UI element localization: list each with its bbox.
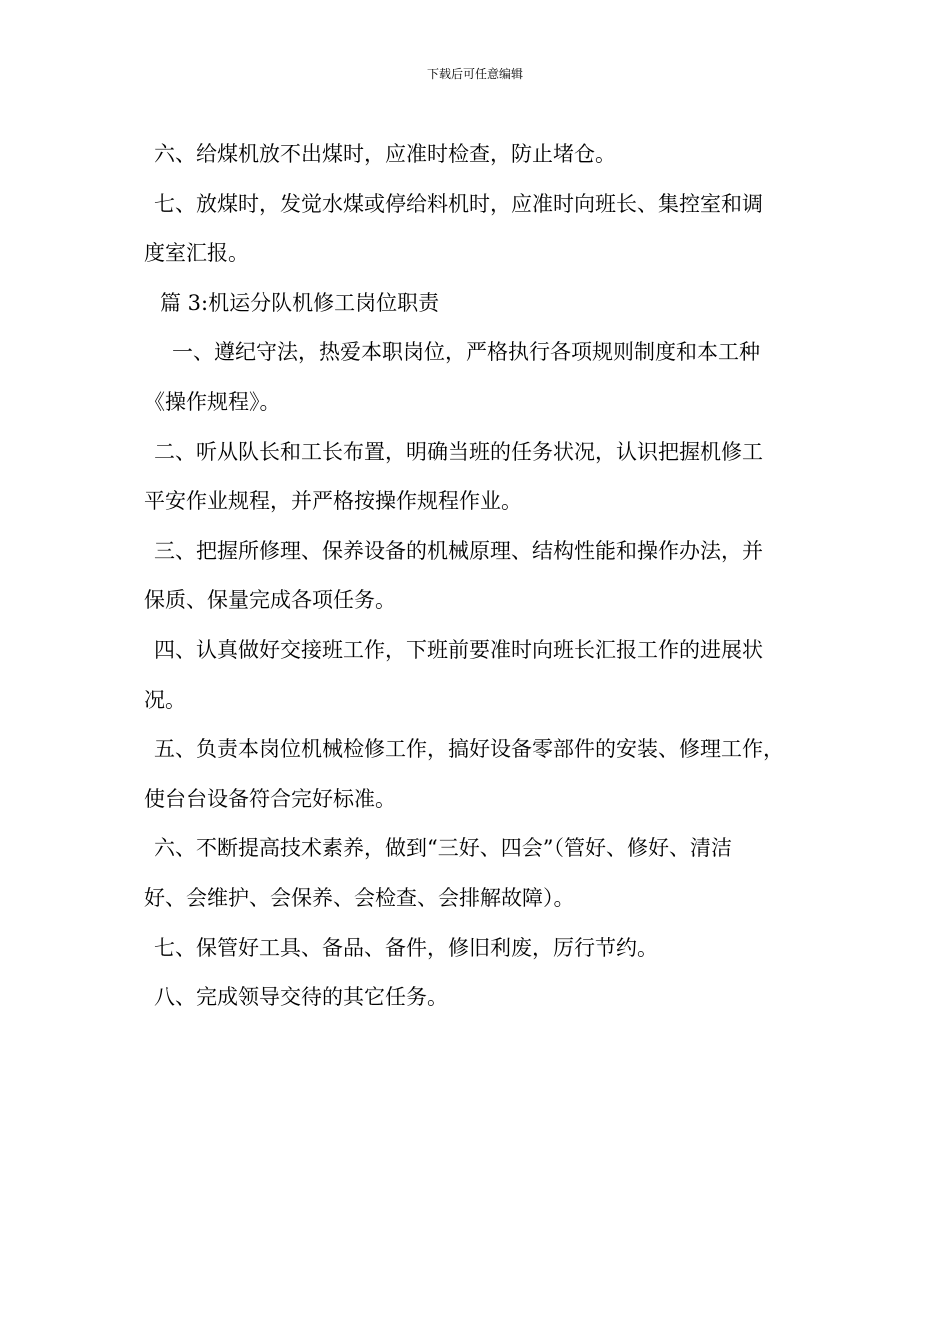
paragraph-line: 度室汇报。 bbox=[144, 241, 249, 266]
paragraph-line: 八、完成领导交待的其它任务。 bbox=[154, 985, 448, 1010]
paragraph-line: 六、不断提高技术素养，做到“三好、四会”（管好、修好、清洁 bbox=[154, 836, 732, 861]
paragraph-line: 好、会维护、会保养、会检查、会排解故障）。 bbox=[144, 885, 575, 910]
paragraph-line: 使台台设备符合完好标准。 bbox=[144, 786, 396, 811]
paragraph-line: 七、保管好工具、备品、备件，修旧利废，厉行节约。 bbox=[154, 935, 658, 960]
paragraph-line: 三、把握所修理、保养设备的机械原理、结构性能和操作办法，并 bbox=[154, 538, 763, 563]
paragraph-line: 保质、保量完成各项任务。 bbox=[144, 588, 396, 613]
paragraph-line: 四、认真做好交接班工作，下班前要准时向班长汇报工作的进展状 bbox=[154, 637, 763, 662]
paragraph-line: 平安作业规程，并严格按操作规程作业。 bbox=[144, 489, 522, 514]
paragraph-line: 二、听从队长和工长布置，明确当班的任务状况，认识把握机修工 bbox=[154, 439, 763, 464]
page-header: 下载后可任意编辑 bbox=[426, 67, 523, 81]
paragraph-line: 五、负责本岗位机械检修工作，搞好设备零部件的安装、修理工作， bbox=[154, 737, 784, 762]
paragraph-line: 一、遵纪守法，热爱本职岗位，严格执行各项规则制度和本工种 bbox=[172, 340, 760, 365]
paragraph-line: 《操作规程》。 bbox=[144, 389, 281, 414]
paragraph-line: 七、放煤时，发觉水煤或停给料机时，应准时向班长、集控室和调 bbox=[154, 191, 763, 216]
paragraph-line: 况。 bbox=[144, 687, 186, 712]
paragraph-line: 六、给煤机放不出煤时，应准时检查，防止堵仓。 bbox=[154, 142, 616, 166]
document-body bbox=[144, 130, 820, 1023]
section-heading: 篇 3:机运分队机修工岗位职责 bbox=[160, 290, 440, 315]
